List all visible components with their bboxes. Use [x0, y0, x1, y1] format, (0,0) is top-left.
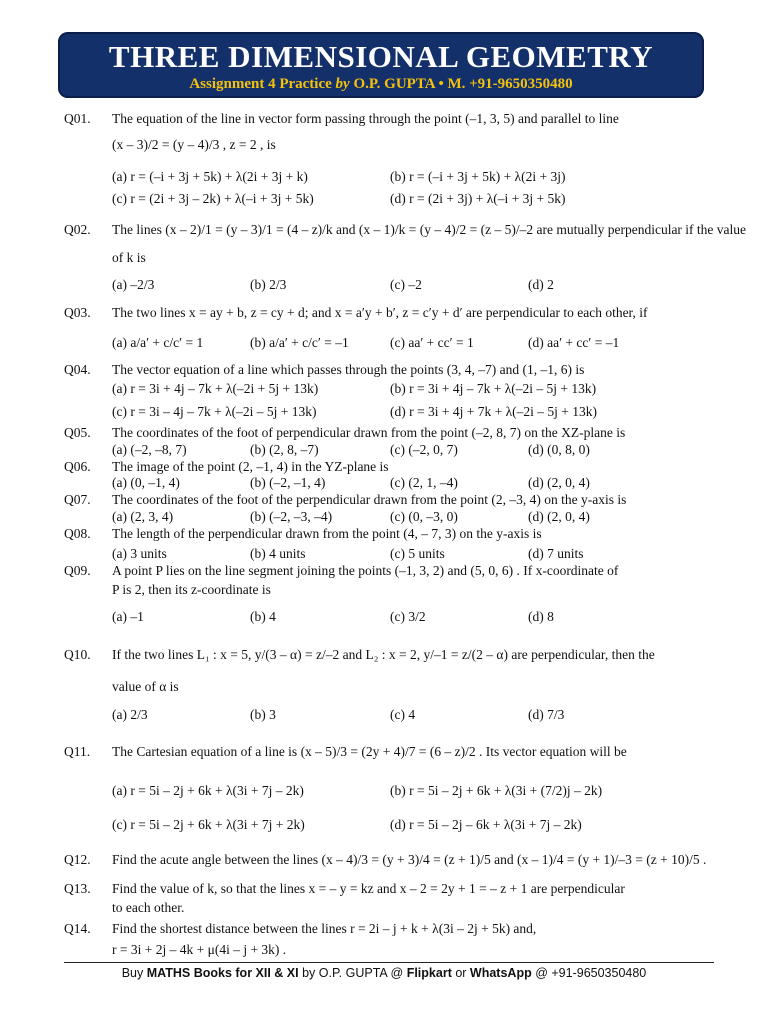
option-q09-d: (d) 8	[528, 609, 554, 624]
option-q08-b: (b) 4 units	[250, 546, 306, 561]
option-q04-a: (a) r = 3i + 4j – 7k + λ(–2i + 5j + 13k)	[112, 381, 319, 396]
option-q02-b: (b) 2/3	[250, 277, 287, 292]
option-q11-c: (c) r = 5i – 2j + 6k + λ(3i + 7j + 2k)	[112, 817, 305, 832]
question-number: Q05.	[64, 425, 91, 440]
question-text: P is 2, then its z-coordinate is	[112, 582, 271, 597]
subtitle-assignment: Assignment 4 Practice	[189, 76, 332, 92]
option-q03-d: (d) aa′ + cc′ = –1	[528, 335, 620, 350]
option-q01-c: (c) r = (2i + 3j – 2k) + λ(–i + 3j + 5k)	[112, 191, 314, 206]
option-q10-d: (d) 7/3	[528, 707, 565, 722]
question-number: Q02.	[64, 222, 91, 237]
option-q10-c: (c) 4	[390, 707, 416, 722]
question-number: Q13.	[64, 881, 91, 896]
question-text: (x – 3)/2 = (y – 4)/3 , z = 2 , is	[112, 137, 276, 152]
option-q01-a: (a) r = (–i + 3j + 5k) + λ(2i + 3j + k)	[112, 169, 308, 184]
option-q05-c: (c) (–2, 0, 7)	[390, 442, 458, 457]
option-q04-c: (c) r = 3i – 4j – 7k + λ(–2i – 5j + 13k)	[112, 404, 317, 419]
option-q06-b: (b) (–2, –1, 4)	[250, 475, 326, 490]
footer	[0, 966, 768, 980]
question-number: Q14.	[64, 921, 91, 936]
header-banner	[58, 32, 704, 98]
question-text: The coordinates of the foot of the perpendicular drawn from the point (2, –3, 4) on the y-axis is	[112, 492, 627, 507]
question-number: Q12.	[64, 852, 91, 867]
question-number: Q09.	[64, 563, 91, 578]
question-number: Q01.	[64, 111, 91, 126]
option-q08-c: (c) 5 units	[390, 546, 445, 561]
question-text: The Cartesian equation of a line is (x – 5)/3 = (2y + 4)/7 = (6 – z)/2 . Its vector equation will be	[112, 744, 627, 759]
option-q06-a: (a) (0, –1, 4)	[112, 475, 180, 490]
footer-phone: @ +91-9650350480	[531, 966, 647, 980]
question-text: The length of the perpendicular drawn from the point (4, – 7, 3) on the y-axis is	[112, 526, 542, 541]
question-text: r = 3i + 2j – 4k + μ(4i – j + 3k) .	[112, 942, 287, 957]
question-text: value of α is	[112, 679, 179, 694]
option-q01-d: (d) r = (2i + 3j) + λ(–i + 3j + 5k)	[390, 191, 566, 206]
footer-divider	[64, 962, 714, 963]
question-text: The equation of the line in vector form passing through the point (–1, 3, 5) and parallel to line	[112, 111, 619, 126]
question-text: Find the acute angle between the lines (x – 4)/3 = (y + 3)/4 = (z + 1)/5 and (x – 1)/4 = (y + 1)/–3 = (z + 10)/5 .	[112, 852, 707, 867]
option-q04-b: (b) r = 3i + 4j – 7k + λ(–2i – 5j + 13k)	[390, 381, 597, 396]
option-q06-c: (c) (2, 1, –4)	[390, 475, 458, 490]
option-q06-d: (d) (2, 0, 4)	[528, 475, 590, 490]
footer-text: or	[451, 966, 470, 980]
option-q03-c: (c) aa′ + cc′ = 1	[390, 335, 474, 350]
question-text: to each other.	[112, 900, 185, 915]
option-q08-d: (d) 7 units	[528, 546, 584, 561]
option-q11-b: (b) r = 5i – 2j + 6k + λ(3i + (7/2)j – 2k)	[390, 783, 603, 798]
question-text: The lines (x – 2)/1 = (y – 3)/1 = (4 – z)/k and (x – 1)/k = (y – 4)/2 = (z – 5)/–2 are mutually perpendicular if the value	[112, 222, 747, 237]
question-number: Q04.	[64, 362, 91, 377]
option-q09-b: (b) 4	[250, 609, 276, 624]
question-number: Q07.	[64, 492, 91, 507]
option-q02-c: (c) –2	[390, 277, 422, 292]
option-q05-d: (d) (0, 8, 0)	[528, 442, 590, 457]
footer-flipkart: Flipkart	[406, 966, 452, 980]
question-text: The image of the point (2, –1, 4) in the YZ-plane is	[112, 459, 389, 474]
question-number: Q03.	[64, 305, 91, 320]
question-number: Q11.	[64, 744, 91, 759]
page-title: THREE DIMENSIONAL GEOMETRY	[108, 39, 654, 74]
option-q07-d: (d) (2, 0, 4)	[528, 509, 590, 524]
option-q07-b: (b) (–2, –3, –4)	[250, 509, 333, 524]
page-subtitle	[58, 74, 704, 94]
option-q03-a: (a) a/a′ + c/c′ = 1	[112, 335, 204, 350]
option-q07-a: (a) (2, 3, 4)	[112, 509, 174, 524]
option-q08-a: (a) 3 units	[112, 546, 167, 561]
question-text: Find the shortest distance between the lines r = 2i – j + k + λ(3i – 2j + 5k) and,	[112, 921, 537, 936]
footer-books: MATHS Books for XII & XI	[146, 966, 299, 980]
option-q02-d: (d) 2	[528, 277, 554, 292]
option-q10-b: (b) 3	[250, 707, 276, 722]
question-text: The two lines x = ay + b, z = cy + d; and x = a′y + b′, z = c′y + d′ are perpendicular to each other, if	[112, 305, 648, 320]
subtitle-by: by	[335, 76, 350, 92]
question-text: A point P lies on the line segment joining the points (–1, 3, 2) and (5, 0, 6) . If x-coordinate of	[112, 563, 619, 578]
option-q05-b: (b) (2, 8, –7)	[250, 442, 319, 457]
question-number: Q08.	[64, 526, 91, 541]
question-number: Q06.	[64, 459, 91, 474]
option-q11-a: (a) r = 5i – 2j + 6k + λ(3i + 7j – 2k)	[112, 783, 304, 798]
question-text: of k is	[112, 250, 146, 265]
option-q07-c: (c) (0, –3, 0)	[390, 509, 458, 524]
option-q04-d: (d) r = 3i + 4j + 7k + λ(–2i – 5j + 13k)	[390, 404, 597, 419]
option-q03-b: (b) a/a′ + c/c′ = –1	[250, 335, 349, 350]
option-q09-a: (a) –1	[112, 609, 144, 624]
footer-text: by O.P. GUPTA @	[298, 966, 407, 980]
subtitle-author: O.P. GUPTA • M. +91-9650350480	[353, 76, 573, 92]
option-q10-a: (a) 2/3	[112, 707, 148, 722]
question-text: The vector equation of a line which passes through the points (3, 4, –7) and (1, –1, 6) is	[112, 362, 585, 377]
question-text: If the two lines L₁ : x = 5, y/(3 – α) = z/–2 and L₂ : x = 2, y/–1 = z/(2 – α) are perpendicular, then the	[112, 647, 655, 662]
question-text: The coordinates of the foot of perpendicular drawn from the point (–2, 8, 7) on the XZ-plane is	[112, 425, 626, 440]
question-text: Find the value of k, so that the lines x = – y = kz and x – 2 = 2y + 1 = – z + 1 are perpendicular	[112, 881, 625, 896]
option-q01-b: (b) r = (–i + 3j + 5k) + λ(2i + 3j)	[390, 169, 566, 184]
question-number: Q10.	[64, 647, 91, 662]
option-q05-a: (a) (–2, –8, 7)	[112, 442, 187, 457]
option-q02-a: (a) –2/3	[112, 277, 155, 292]
footer-text: Buy	[121, 966, 147, 980]
option-q11-d: (d) r = 5i – 2j – 6k + λ(3i + 7j – 2k)	[390, 817, 582, 832]
footer-whatsapp: WhatsApp	[469, 966, 532, 980]
option-q09-c: (c) 3/2	[390, 609, 426, 624]
